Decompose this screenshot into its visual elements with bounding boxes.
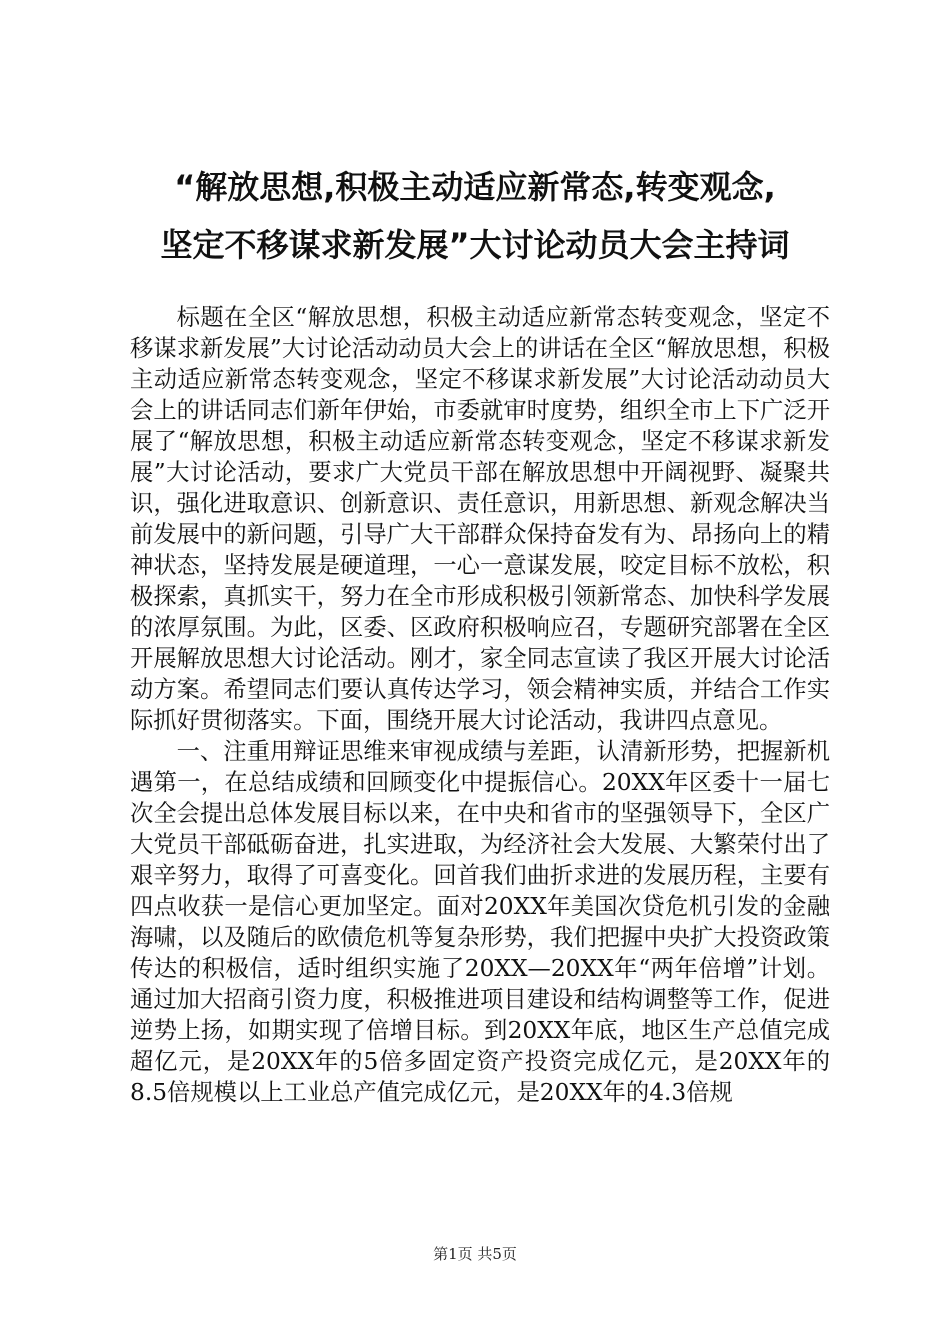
title-line-2: 坚定不移谋求新发展”大讨论动员大会主持词 xyxy=(160,226,790,264)
page-number-footer: 第1页 共5页 xyxy=(433,1245,517,1263)
paragraph-intro: 标题在全区“解放思想，积极主动适应新常态转变观念，坚定不移谋求新发展”大讨论活动动员大会上的讲话在全区“解放思想，积极主动适应新常态转变观念，坚定不移谋求新发展”大讨论活动动员大会上的讲话同志们新年伊始，市委就审时度势，组织全市上下广泛开展了“解放思想，积极主动适应新常态转变观念，坚定不移谋求新发展”大讨论活动，要求广大党员干部在解放思想中开阔视野、凝聚共识，强化进取意识、创新意识、责任意识，用新思想、新观念解决当前发展中的新问题，引导广大干部群众保持奋发有为、昂扬向上的精神状态，坚持发展是硬道理，一心一意谋发展，咬定目标不放松，积极探索，真抓实干，努力在全市形成积极引领新常态、加快科学发展的浓厚氛围。为此，区委、区政府积极响应召，专题研究部署在全区开展解放思想大讨论活动。刚才，家全同志宣读了我区开展大讨论活动方案。希望同志们要认真传达学习，领会精神实质，并结合工作实际抓好贯彻落实。下面，围绕开展大讨论活动，我讲四点意见。 xyxy=(130,304,830,734)
paragraph-section-one: 一、注重用辩证思维来审视成绩与差距，认清新形势，把握新机遇第一，在总结成绩和回顾变化中提振信心。20XX年区委十一届七次全会提出总体发展目标以来，在中央和省市的坚强领导下，全区广大党员干部砥砺奋进，扎实进取，为经济社会大发展、大繁荣付出了艰辛努力，取得了可喜变化。回首我们曲折求进的发展历程，主要有四点收获一是信心更加坚定。面对20XX年美国次贷危机引发的金融海啸，以及随后的欧债危机等复杂形势，我们把握中央扩大投资政策传达的积极信，适时组织实施了20XX—20XX年“两年倍增”计划。通过加大招商引资力度，积极推进项目建设和结构调整等工作，促进逆势上扬，如期实现了倍增目标。到20XX年底，地区生产总值完成超亿元，是20XX年的5倍多固定资产投资完成亿元，是20XX年的8.5倍规模以上工业总产值完成亿元，是20XX年的4.3倍规 xyxy=(130,738,830,1106)
title-line-1: “解放思想,积极主动适应新常态,转变观念, xyxy=(174,168,776,206)
document-title xyxy=(110,158,840,274)
document-body xyxy=(130,302,830,1108)
